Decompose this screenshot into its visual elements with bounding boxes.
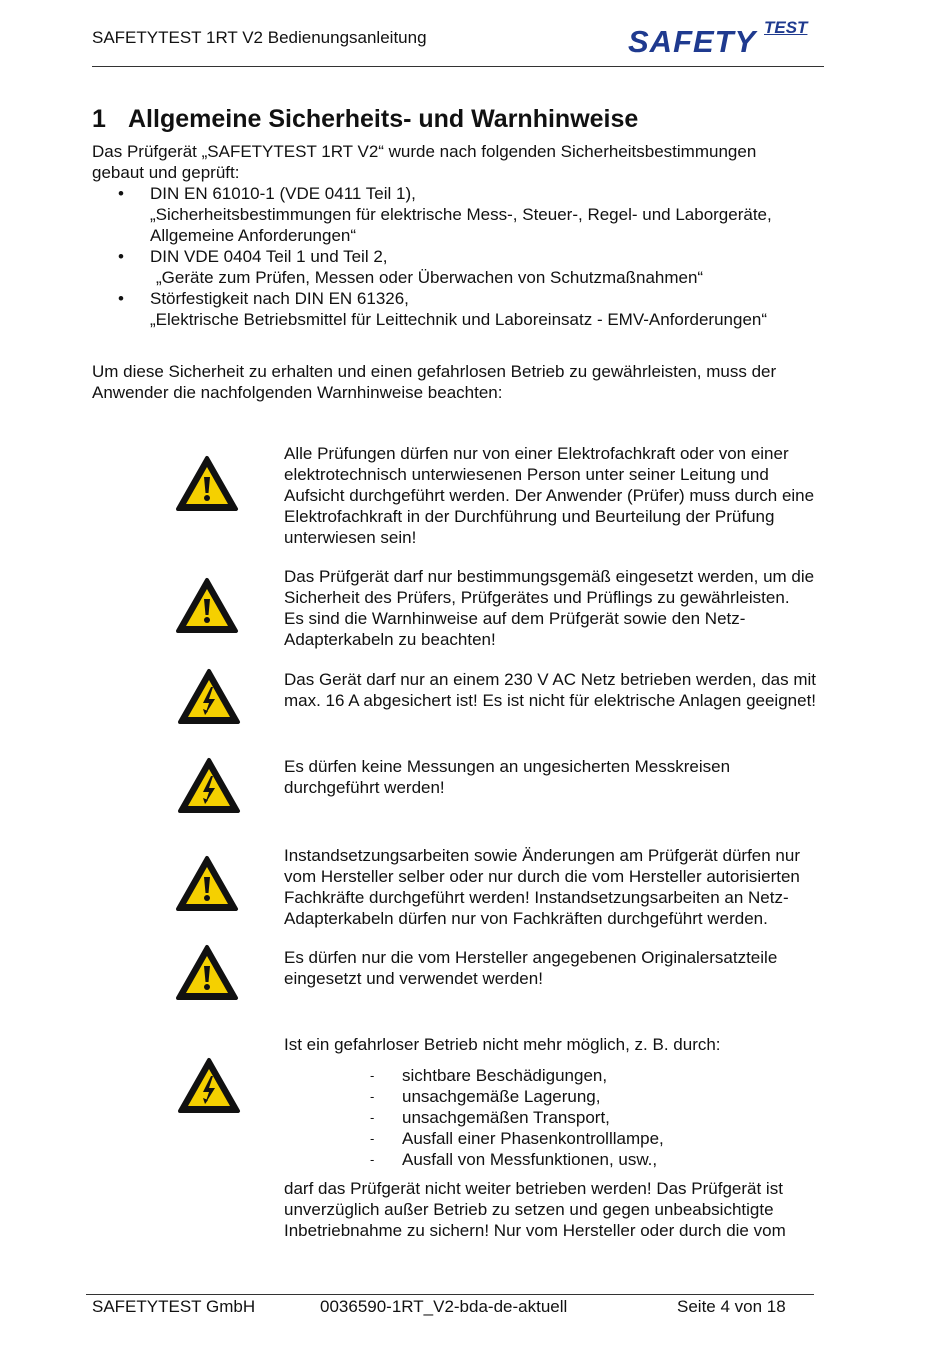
bullet-dot: • — [118, 289, 124, 308]
warning-line: elektrotechnisch unterwiesenen Person unter seiner Leitung und — [284, 465, 769, 484]
list-item — [370, 1065, 790, 1086]
list-item — [118, 246, 838, 288]
warning-intro-paragraph — [92, 361, 832, 403]
bullet-sub: „Sicherheitsbestimmungen für elektrische Mess-, Steuer-, Regel- und Laborgeräte, — [150, 205, 772, 224]
footer-page-number: Seite 4 von 18 — [677, 1297, 786, 1316]
safetytest-logo — [628, 18, 828, 62]
warning-line: Es dürfen nur die vom Hersteller angegebenen Originalersatzteile — [284, 948, 778, 967]
warning-exclamation-icon — [175, 577, 239, 635]
warning-line: vom Hersteller selber oder nur durch die vom Hersteller autorisierten — [284, 867, 800, 886]
warning-line: Adapterkabeln dürfen nur von Fachkräften durchgeführt werden. — [284, 909, 768, 928]
warning-line: Es dürfen keine Messungen an ungesicherten Messkreisen — [284, 757, 731, 776]
list-item — [370, 1128, 790, 1149]
section-title: Allgemeine Sicherheits- und Warnhinweise — [128, 105, 639, 133]
bullet-dot: • — [118, 247, 124, 266]
warning-line: Alle Prüfungen dürfen nur von einer Elektrofachkraft oder von einer — [284, 444, 789, 463]
warning-high-voltage-icon — [177, 1057, 241, 1115]
list-item-text: unsachgemäßen Transport, — [402, 1108, 610, 1127]
closing-paragraph — [284, 1178, 864, 1241]
warning-text — [284, 756, 864, 798]
bullet-dot: • — [118, 184, 124, 203]
section-heading — [92, 105, 638, 134]
list-item — [370, 1149, 790, 1170]
paragraph-line: Um diese Sicherheit zu erhalten und einen gefahrlosen Betrieb zu gewährleisten, muss der — [92, 362, 777, 381]
warning-line: max. 16 A abgesichert ist! Es ist nicht für elektrische Anlagen geeignet! — [284, 691, 817, 710]
footer-company: SAFETYTEST GmbH — [92, 1297, 256, 1316]
warning-line: Elektrofachkraft in der Durchführung und Beurteilung der Prüfung — [284, 507, 775, 526]
warning-text — [284, 947, 864, 989]
damage-list — [370, 1065, 790, 1170]
list-item-text: Ausfall einer Phasenkontrolllampe, — [402, 1129, 664, 1148]
bullet-sub: „Elektrische Betriebsmittel für Leittechnik und Laboreinsatz - EMV-Anforderungen“ — [150, 310, 768, 329]
warning-text — [284, 443, 864, 548]
list-item-text: unsachgemäße Lagerung, — [402, 1087, 601, 1106]
warning-text — [284, 1034, 864, 1055]
closing-line: darf das Prüfgerät nicht weiter betrieben werden! Das Prüfgerät ist — [284, 1179, 783, 1198]
list-item — [370, 1086, 790, 1107]
bullet-main: Störfestigkeit nach DIN EN 61326, — [150, 289, 409, 308]
list-item-text: Ausfall von Messfunktionen, usw., — [402, 1150, 658, 1169]
closing-line: Inbetriebnahme zu sichern! Nur vom Hersteller oder durch die vom — [284, 1221, 786, 1240]
warning-line: Das Prüfgerät darf nur bestimmungsgemäß eingesetzt werden, um die — [284, 567, 815, 586]
logo-main-text: SAFETY — [628, 24, 757, 59]
section-number: 1 — [92, 105, 106, 133]
bullet-sub: Allgemeine Anforderungen“ — [150, 226, 357, 245]
list-item — [118, 183, 838, 246]
intro-line: gebaut und geprüft: — [92, 163, 240, 182]
warning-line: Das Gerät darf nur an einem 230 V AC Netz betrieben werden, das mit — [284, 670, 816, 689]
warning-line: Sicherheit des Prüfers, Prüfgerätes und Prüflings zu gewährleisten. — [284, 588, 790, 607]
warning-exclamation-icon — [175, 944, 239, 1002]
warning-line: Fachkräfte durchgeführt werden! Instandsetzungsarbeiten an Netz- — [284, 888, 789, 907]
header-divider — [92, 66, 824, 67]
standards-list — [118, 183, 838, 330]
dash-marker: - — [370, 1089, 375, 1104]
warning-exclamation-icon — [175, 855, 239, 913]
bullet-sub: „Geräte zum Prüfen, Messen oder Überwachen von Schutzmaßnahmen“ — [156, 268, 704, 287]
list-item — [370, 1107, 790, 1128]
closing-line: unverzüglich außer Betrieb zu setzen und gegen unbeabsichtigte — [284, 1200, 774, 1219]
intro-paragraph — [92, 141, 832, 183]
bullet-main: DIN VDE 0404 Teil 1 und Teil 2, — [150, 247, 388, 266]
bullet-main: DIN EN 61010-1 (VDE 0411 Teil 1), — [150, 184, 416, 203]
warning-line: Es sind die Warnhinweise auf dem Prüfgerät sowie den Netz- — [284, 609, 746, 628]
dash-marker: - — [370, 1068, 375, 1083]
warning-line: unterwiesen sein! — [284, 528, 417, 547]
paragraph-line: Anwender die nachfolgenden Warnhinweise beachten: — [92, 383, 503, 402]
list-item — [118, 288, 838, 330]
header-title: SAFETYTEST 1RT V2 Bedienungsanleitung — [92, 28, 427, 47]
dash-marker: - — [370, 1131, 375, 1146]
footer-doc-id: 0036590-1RT_V2-bda-de-aktuell — [320, 1297, 568, 1316]
dash-marker: - — [370, 1152, 375, 1167]
warning-text — [284, 566, 864, 650]
warning-text — [284, 669, 864, 711]
warning-high-voltage-icon — [177, 668, 241, 726]
warning-line: durchgeführt werden! — [284, 778, 445, 797]
warning-text — [284, 845, 864, 929]
warning-line: Instandsetzungsarbeiten sowie Änderungen am Prüfgerät dürfen nur — [284, 846, 800, 865]
warning-line: Adapterkabeln zu beachten! — [284, 630, 496, 649]
warning-line: eingesetzt und verwendet werden! — [284, 969, 543, 988]
warning-exclamation-icon — [175, 455, 239, 513]
list-item-text: sichtbare Beschädigungen, — [402, 1066, 608, 1085]
intro-line: Das Prüfgerät „SAFETYTEST 1RT V2“ wurde nach folgenden Sicherheitsbestimmungen — [92, 142, 757, 161]
footer-divider — [86, 1294, 814, 1295]
warning-high-voltage-icon — [177, 757, 241, 815]
logo-sup-text: TEST — [764, 18, 808, 37]
warning-line: Ist ein gefahrloser Betrieb nicht mehr möglich, z. B. durch: — [284, 1035, 721, 1054]
warning-line: Aufsicht durchgeführt werden. Der Anwender (Prüfer) muss durch eine — [284, 486, 815, 505]
dash-marker: - — [370, 1110, 375, 1125]
